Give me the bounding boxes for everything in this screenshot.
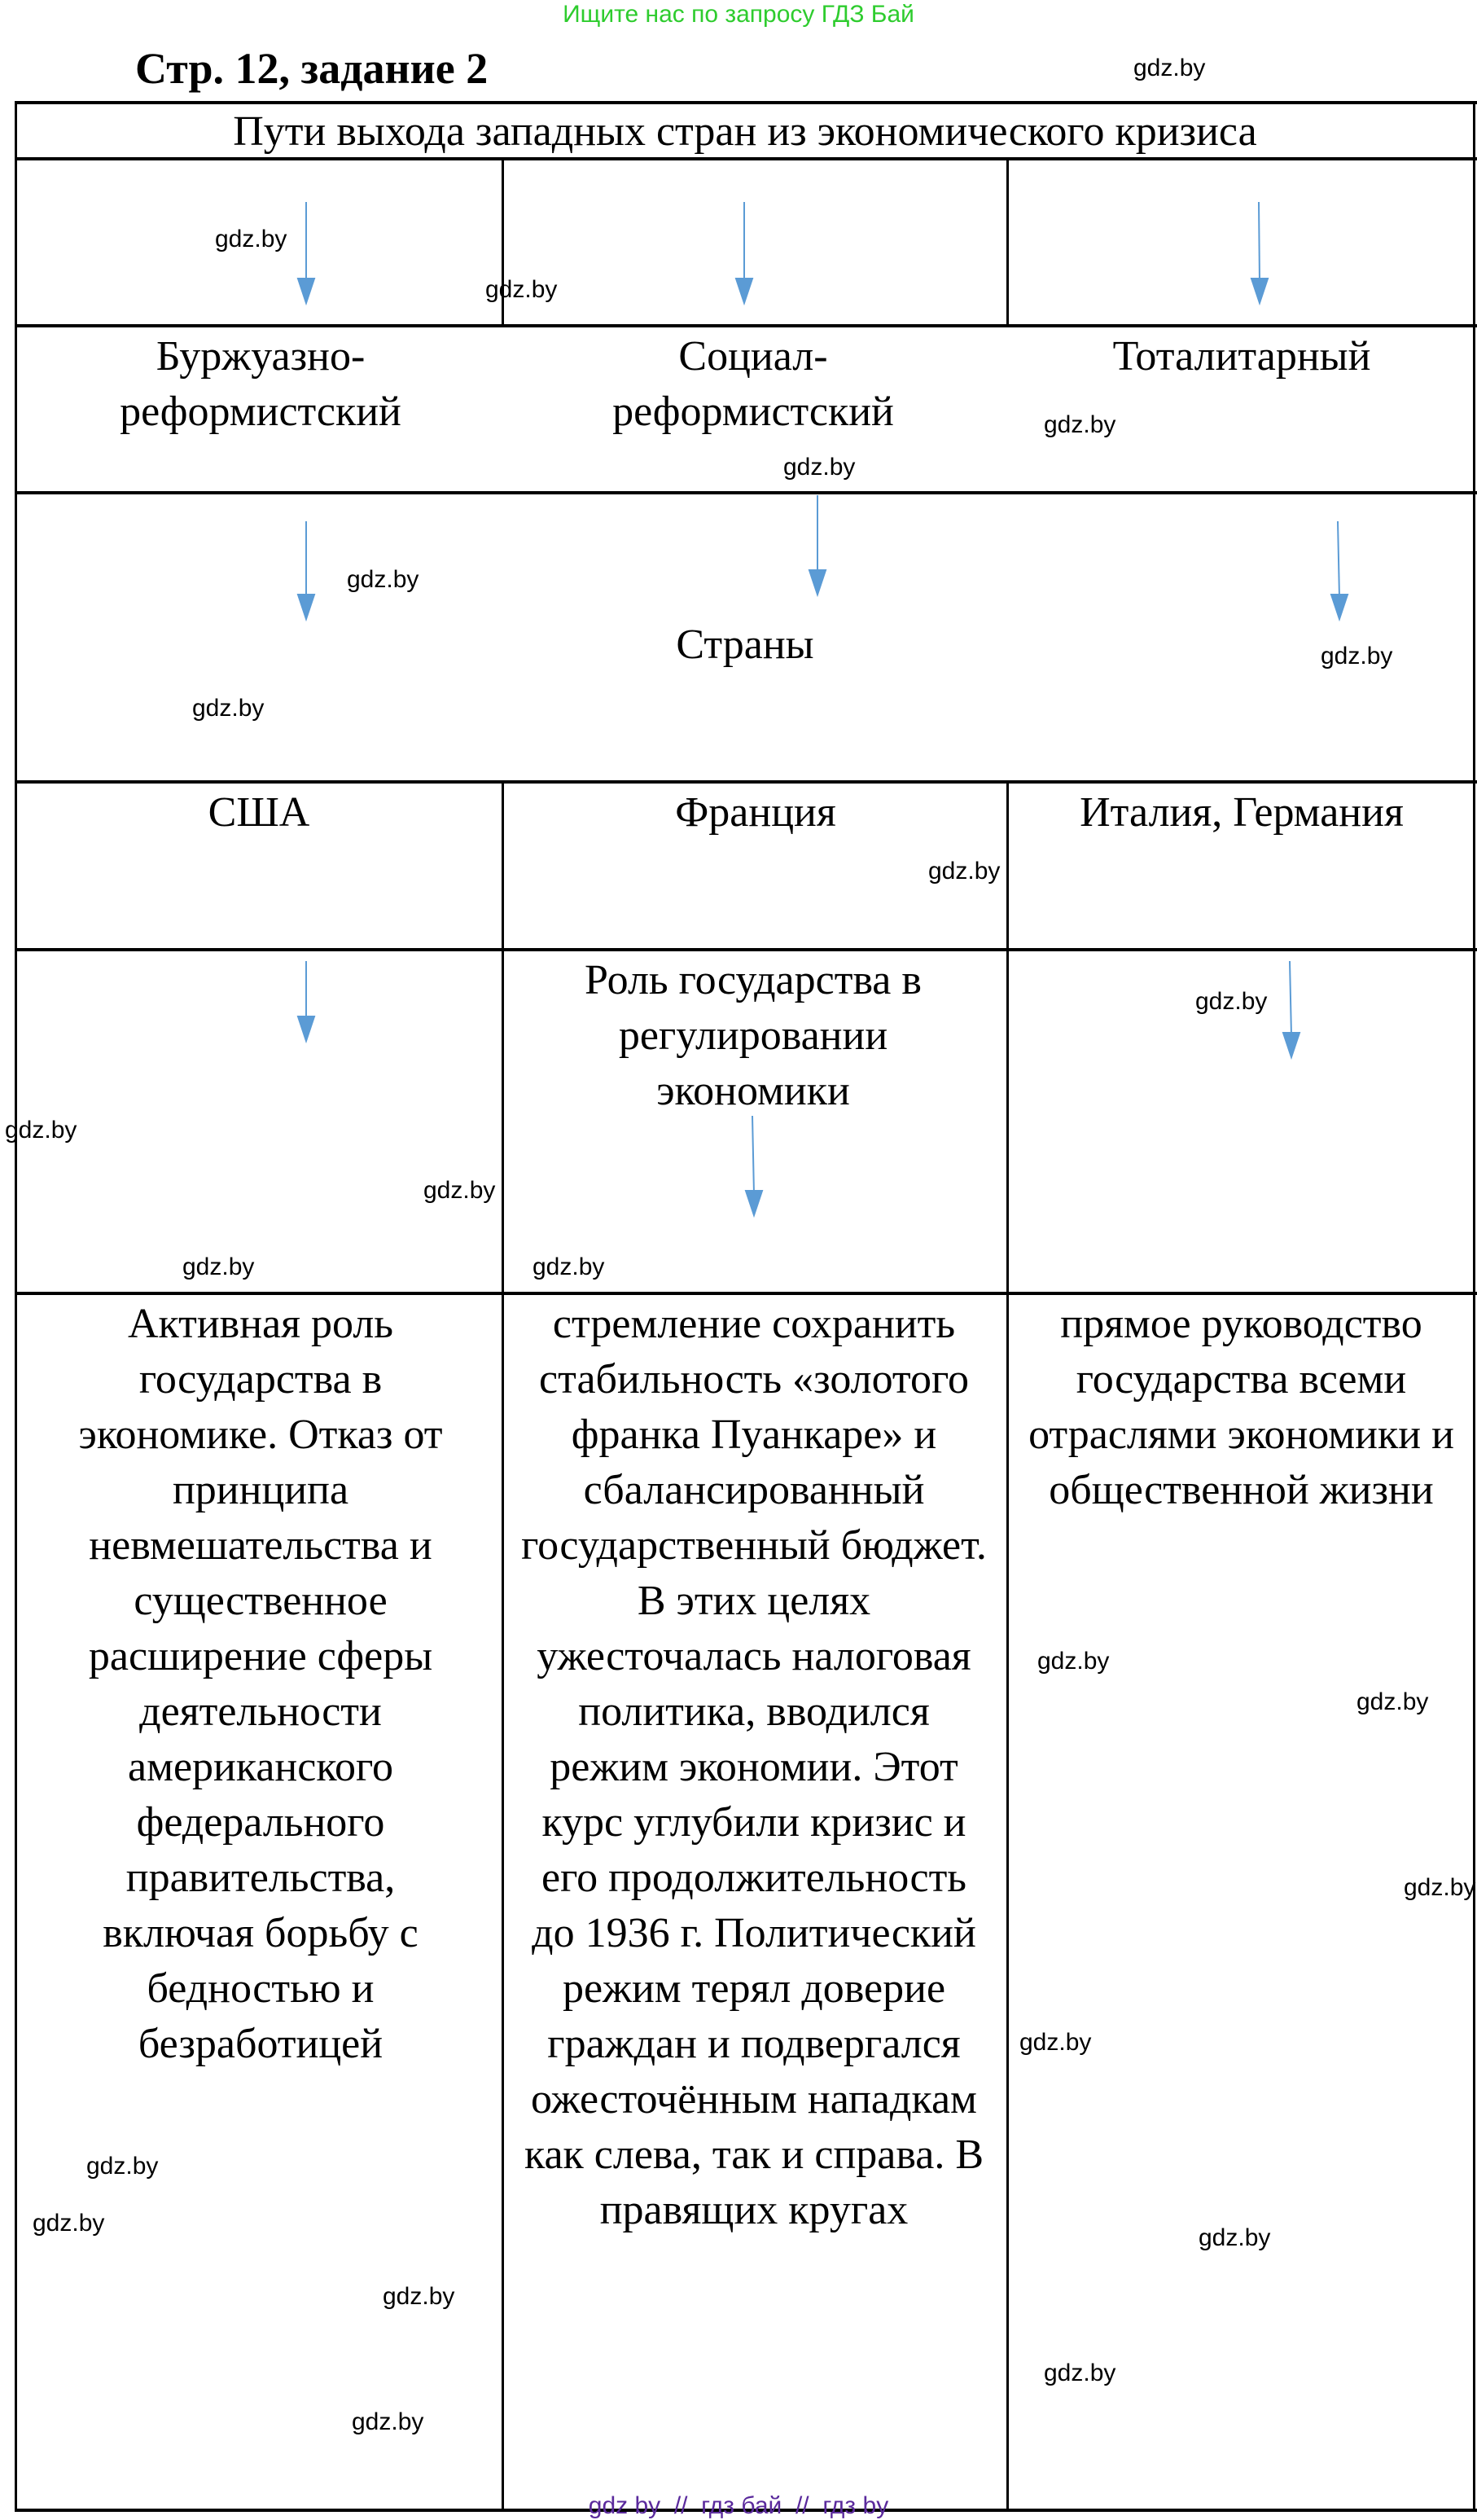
watermark: gdz.by (1199, 2224, 1271, 2251)
arrow-down-icon (298, 961, 314, 1041)
watermark: gdz.by (215, 226, 287, 252)
page-title: Стр. 12, задание 2 (135, 44, 489, 93)
watermark: gdz.by (33, 2210, 105, 2237)
country-usa: США (208, 789, 310, 836)
watermark: gdz.by (533, 1253, 605, 1280)
watermark: gdz.by (928, 858, 1001, 885)
countries-label: Страны (676, 621, 814, 668)
watermark: gdz.by (1044, 2360, 1116, 2386)
watermark: gdz.by (86, 2153, 159, 2180)
arrow-down-icon (746, 1116, 762, 1215)
country-france: Франция (675, 789, 836, 836)
watermark: gdz.by (1133, 55, 1206, 81)
arrow-down-icon (1251, 202, 1268, 303)
country-italy-germany: Италия, Германия (1080, 789, 1404, 836)
footer-links[interactable]: gdz by // гдз бай // гдз by (588, 2492, 889, 2519)
arrow-down-icon (809, 495, 826, 595)
arrow-down-icon (298, 521, 314, 619)
arrow-down-icon (1283, 961, 1299, 1057)
role-totalitarian: прямое руководство государства всеми отраслями экономики и общественной жизни (1028, 1301, 1454, 1513)
arrow-down-icon (736, 202, 752, 303)
watermark: gdz.by (485, 276, 558, 303)
watermark: gdz.by (783, 454, 856, 481)
role-label: Роль государства в регулировании экономики (585, 957, 922, 1114)
arrow-down-icon (1331, 521, 1348, 619)
watermark: gdz.by (1356, 1688, 1429, 1715)
role-usa: Активная роль государства в экономике. Отказ от принципа невмешательства и существенное расширение сферы деятельности американского федерального правительства, включая борьбу с бедностью и безработицей (78, 1301, 443, 2067)
watermark: gdz.by (1404, 1874, 1476, 1901)
watermark: gdz.by (1321, 643, 1393, 670)
path-bourgeois: Буржуазно-реформистский (120, 333, 401, 435)
watermark: gdz.by (182, 1253, 255, 1280)
table-header: Пути выхода западных стран из экономического кризиса (233, 108, 1257, 155)
watermark: gdz.by (352, 2408, 424, 2435)
watermark: gdz.by (347, 566, 419, 593)
watermark: gdz.by (1019, 2029, 1092, 2056)
arrow-down-icon (298, 202, 314, 303)
watermark: gdz.by (5, 1117, 77, 1144)
path-social: Социал-реформистский (612, 333, 894, 435)
path-totalitarian: Тоталитарный (1112, 333, 1371, 380)
watermark: gdz.by (423, 1177, 496, 1204)
promo-banner[interactable]: Ищите нас по запросу ГДЗ Бай (563, 1, 914, 28)
watermark: gdz.by (1037, 1648, 1110, 1675)
watermark: gdz.by (1195, 988, 1268, 1015)
role-france: стремление сохранить стабильность «золотого франка Пуанкаре» и сбалансированный государственный бюджет. В этих целях ужесточалась налоговая политика, вводился режим экономии. Этот курс углубили кризис и его продолжительность до 1936 г. Политический режим терял доверие граждан и подвергался ожесточённым нападкам как слева, так и справа. В правящих кругах (521, 1301, 987, 2233)
watermark: gdz.by (383, 2283, 455, 2310)
watermark: gdz.by (1044, 411, 1116, 438)
watermark: gdz.by (192, 695, 265, 722)
